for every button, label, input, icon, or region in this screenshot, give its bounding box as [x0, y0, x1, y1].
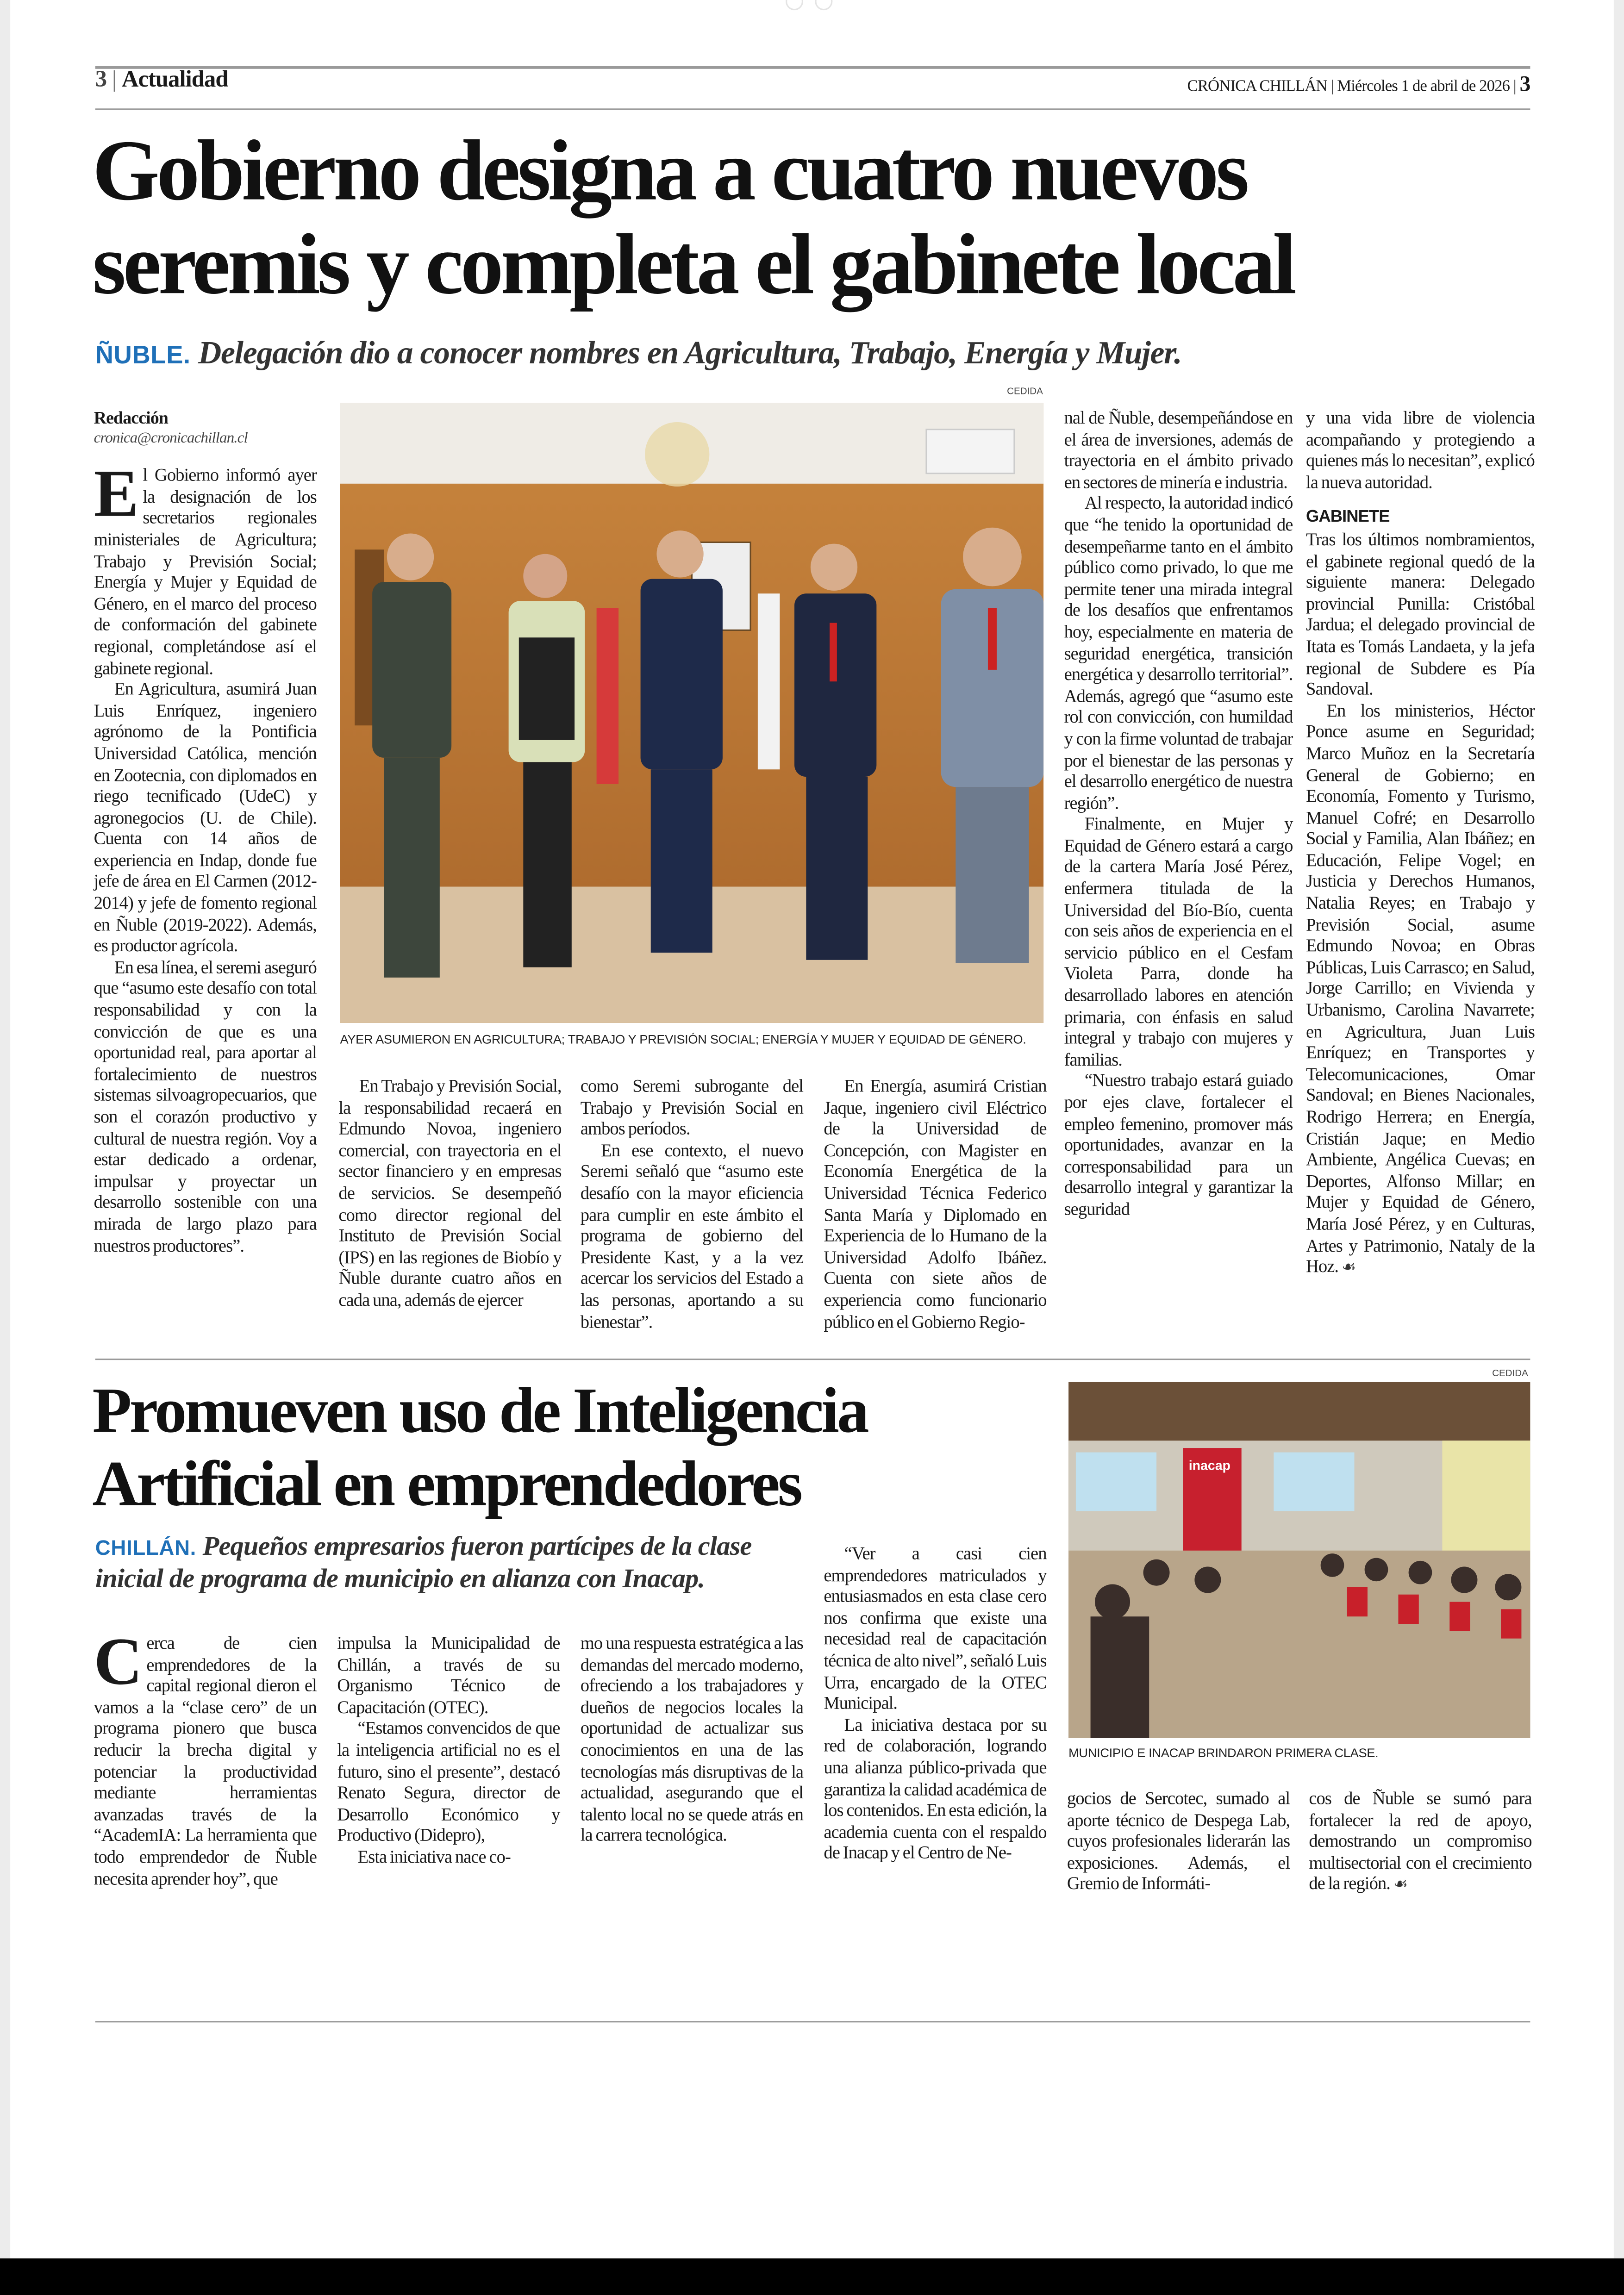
class-photo	[1068, 1382, 1530, 1738]
drop-cap: C	[94, 1624, 142, 1699]
header-rule	[95, 108, 1530, 110]
photo-credit: CEDIDA	[1492, 1369, 1528, 1379]
kicker: CHILLÁN.	[95, 1537, 196, 1561]
paragraph: l Gobierno informó ayer la designación de los secretarios regionales ministeriales de Agricultura; Trabajo y Previsión Social; Energía y Mujer y Equidad de Género, en el marco del proceso de conformación del gabinete regional, completándose así el gabinete regional.	[94, 465, 317, 678]
paragraph: En Agricultura, asumirá Juan Luis Enríquez, ingeniero agrónomo de la Pontificia Universidad Católica, mención en Zootecnia, con diplomados en riego tecnificado (UdeC) y agronegocios (U. de Chile). Cuenta con 14 años de experiencia en Indap, donde fue jefe de área en El Carmen (2012-2014) y jefe de fomento regional en Ñuble (2019-2022). Además, es productor agrícola.	[94, 679, 317, 956]
paragraph: En los ministerios, Héctor Ponce asume en Seguridad; Marco Muñoz en la Secretaría General de Gobierno; en Economía, Fomento y Turismo, Manuel Cofré; en Desarrollo Social y Familia, Alan Ibáñez; en Educación, Felipe Vogel; en Justicia y Derechos Humanos, Natalia Reyes; en Trabajo y Previsión Social, asume Edmundo Novoa; en Obras Públicas, Luis Carrasco; en Salud, Jorge Carrillo; en Vivienda y Urbanismo, Carolina Navarrete; en Agricultura, Juan Luis Enríquez; en Transportes y Telecomunicaciones, Omar Sandoval; en Bienes Nacionales, Rodrigo Herrera; en Energía, Cristián Jaque; en Medio Ambiente, Angélica Cuevas; en Deportes, Alfonso Millar; en Mujer y Equidad de Género, María José Pérez, y en Culturas, Artes y Patrimonio, Nataly de la Hoz.	[1305, 700, 1535, 1277]
paragraph: “Nuestro trabajo estará guiado por ejes clave, fortalecer el empleo femenino, promover más oportunidades, avanzar en la corresponsabilidad para un desarrollo integral y garantizar la seguridad	[1064, 1070, 1293, 1220]
article-headline	[92, 123, 1293, 311]
photo-caption: MUNICIPIO E INACAP BRINDARON PRIMERA CLASE.	[1068, 1745, 1379, 1760]
end-mark-icon: ☙	[1341, 1259, 1356, 1277]
paragraph: Esta iniciativa nace co-	[357, 1846, 511, 1867]
headline-line: Gobierno designa a cuatro nuevos	[92, 121, 1247, 218]
inacap-sign: inacap	[1188, 1458, 1230, 1473]
pager-dot[interactable]	[815, 0, 832, 10]
subhead-text: Delegación dio a conocer nombres en Agricultura, Trabajo, Energía y Mujer.	[198, 334, 1182, 371]
paragraph: Tras los últimos nombramientos, el gabinete regional quedó de la siguiente manera: Delegado provincial Punilla: Cristóbal Jardua; el delegado provincial de Itata es Tomás Landaeta, y la jefa regional de Subdere es Pía Sandoval.	[1305, 529, 1535, 699]
author-email[interactable]: cronica@cronicachillan.cl	[94, 430, 248, 447]
paragraph: En esa línea, el seremi aseguró que “asumo este desafío con total responsabilidad y con la convicción de que es una oportunidad real, para aportar al fortalecimiento de nuestros sistemas silvoagropecuarios, que son el corazón productivo y cultural de nuestra región. Voy a estar dedicado a ordenar, impulsar y proyectar un desarrollo sostenible con una mirada de largo plazo para nuestros productores”.	[94, 956, 317, 1255]
paragraph: “Estamos convencidos de que la inteligencia artificial no es el futuro, sino el presente”, destacó Renato Segura, director de Desarrollo Económico y Productivo (Didepro),	[337, 1718, 560, 1846]
headline-line: Artificial en emprendedores	[92, 1448, 800, 1520]
article2-column-1	[94, 1624, 317, 1889]
page-edge-right	[1614, 0, 1624, 2260]
article-divider	[95, 1359, 1530, 1360]
newspaper-name: CRÓNICA CHILLÁN	[1187, 77, 1327, 95]
paragraph: gocios de Sercotec, sumado al aporte técnico de Despega Lab, cuyos profesionales liderarán las exposiciones. Además, el Gremio de Informáti-	[1067, 1788, 1290, 1894]
paragraph: erca de cien emprendedores de la capital regional dieron el vamos a la “clase cero” de un programa pionero que busca reducir la brecha digital y potenciar la productividad mediante herramientas avanzadas través de la “AcademIA: La herramienta que todo emprendedor de Ñuble necesita aprender hoy”, que	[94, 1633, 317, 1889]
paragraph: cos de Ñuble se sumó para fortalecer la red de apoyo, demostrando un compromiso multisectorial con el crecimiento de la región.	[1309, 1788, 1532, 1894]
photo-caption: AYER ASUMIERON EN AGRICULTURA; TRABAJO Y PREVISIÓN SOCIAL; ENERGÍA Y MUJER Y EQUIDAD DE GÉNERO.	[340, 1031, 1026, 1047]
paragraph: En ese contexto, el nuevo Seremi señaló que “asumo este desafío con la mayor eficiencia para cumplir en este ámbito el programa de gobierno del Presidente Kast, y a la vez acercar los servicios del Estado a las personas, aportando a su bienestar”.	[580, 1140, 804, 1332]
article2-column-6	[1309, 1788, 1531, 1896]
article-subhead	[95, 1533, 813, 1596]
article2-column-5	[1067, 1788, 1290, 1895]
kicker: ÑUBLE.	[95, 340, 191, 369]
bottom-bar	[0, 2258, 1624, 2295]
article1-column-5	[1064, 407, 1293, 1220]
end-mark-icon: ☙	[1393, 1876, 1408, 1894]
headline-line: Promueven uso de Inteligencia	[92, 1374, 867, 1447]
paragraph: En Trabajo y Previsión Social, la responsabilidad recaerá en Edmundo Novoa, ingeniero comercial, con trayectoria en el sector financiero y en empresas de servicios. Se desempeñó como director regional del Instituto de Previsión Social (IPS) en las regiones de Biobío y Ñuble durante cuatro años en cada una, además de ejercer	[338, 1075, 562, 1310]
drop-cap: E	[94, 456, 138, 531]
article1-column-4	[824, 1076, 1046, 1332]
page-edge-left	[0, 0, 10, 2260]
issue-date: Miércoles 1 de abril de 2026	[1337, 77, 1510, 95]
article2-column-3	[581, 1633, 803, 1846]
seremis-photo	[340, 403, 1044, 1023]
paragraph: Al respecto, la autoridad indicó que “he tenido la oportunidad de desempeñarme tanto en el ámbito público como privado, lo que me permite tener una mirada integral de los desafíos que enfrentamos hoy, especialmente en materia de seguridad energética, transición energética y desarrollo territorial”. Además, agregó que “asumo este rol con convicción, con humildad y con la firme voluntad de trabajar por el bienestar de las personas y el desarrollo energético de nuestra región”.	[1064, 493, 1293, 813]
paragraph: como Seremi subrogante del Trabajo y Previsión Social en ambos períodos.	[580, 1075, 804, 1139]
person	[641, 530, 723, 953]
article-subhead	[95, 334, 1182, 372]
article1-column-2	[338, 1076, 561, 1311]
paragraph: La iniciativa destaca por su red de colaboración, logrando una alianza público-privada que garantiza la calidad académica de los contenidos. En esta edición, la academia cuenta con el respaldo de Inacap y el Centro de Ne-	[824, 1714, 1047, 1864]
photo-credit: CEDIDA	[1007, 387, 1043, 398]
article2-column-2	[337, 1633, 560, 1868]
article1-column-1	[94, 407, 317, 1256]
page-number-right: 3	[1519, 73, 1530, 97]
paragraph: y una vida libre de violencia acompañando y protegiendo a quienes más lo necesitan”, explicó la nueva autoridad.	[1305, 407, 1535, 493]
person	[794, 544, 876, 960]
byline: Redacción	[94, 407, 168, 428]
page-number: 3	[95, 67, 107, 93]
person	[372, 533, 451, 977]
pager-dots	[786, 0, 844, 18]
article1-column-6	[1306, 407, 1535, 1279]
person	[941, 528, 1044, 963]
paragraph: En Energía, asumirá Cristian Jaque, ingeniero civil Eléctrico de la Universidad de Concepción, con Magister en Economía Energética de la Universidad Técnica Federico Santa María y Diplomado en Experiencia de lo Humano de la Universidad Adolfo Ibáñez. Cuenta con siete años de experiencia como funcionario público en el Gobierno Regio-	[824, 1075, 1047, 1332]
article-headline	[92, 1375, 867, 1522]
paragraph: Finalmente, en Mujer y Equidad de Género estará a cargo de la cartera María José Pérez, enfermera titulada de la Universidad del Bío-Bío, cuenta con seis años de experiencia en el servicio público en el Cesfam Violeta Parra, donde ha desarrollado labores en atención primaria, con énfasis en salud integral y trabajo con mujeres y familias.	[1064, 814, 1293, 1070]
article1-column-3	[581, 1076, 803, 1332]
section-name: Actualidad	[121, 67, 228, 93]
article2-column-4	[824, 1543, 1046, 1864]
masthead-info: CRÓNICA CHILLÁN | Miércoles 1 de abril de 2026 | 3	[1187, 73, 1530, 97]
section-header: 3 | Actualidad	[95, 67, 228, 93]
paragraph: “Ver a casi cien emprendedores matriculados y entusiasmados en esta clase cero nos confirma que existe una necesidad real de capacitación técnica de alto nivel”, señaló Luis Urra, encargado de la OTEC Municipal.	[824, 1543, 1047, 1714]
paragraph: nal de Ñuble, desempeñándose en el área de inversiones, además de trayectoria en el ámbito privado en sectores de minería e industria.	[1064, 407, 1293, 493]
paragraph: impulsa la Municipalidad de Chillán, a través de su Organismo Técnico de Capacitación (OTEC).	[337, 1633, 560, 1717]
bottom-rule	[95, 2021, 1530, 2022]
headline-line: seremis y completa el gabinete local	[92, 215, 1294, 312]
paragraph: mo una respuesta estratégica a las demandas del mercado moderno, ofreciendo a los trabajadores y dueños de negocios locales la oportunidad de actualizar sus conocimientos en una de las tecnologías más disruptivas de la actualidad, asegurando que el talento local no se quede atrás en la carrera tecnológica.	[580, 1633, 804, 1846]
section-heading: GABINETE	[1305, 509, 1390, 527]
subhead-text: Pequeños empresarios fueron partícipes de la clase inicial de programa de municipio en alianza con Inacap.	[95, 1533, 752, 1595]
top-rule	[95, 66, 1530, 69]
pager-dot[interactable]	[786, 0, 803, 10]
